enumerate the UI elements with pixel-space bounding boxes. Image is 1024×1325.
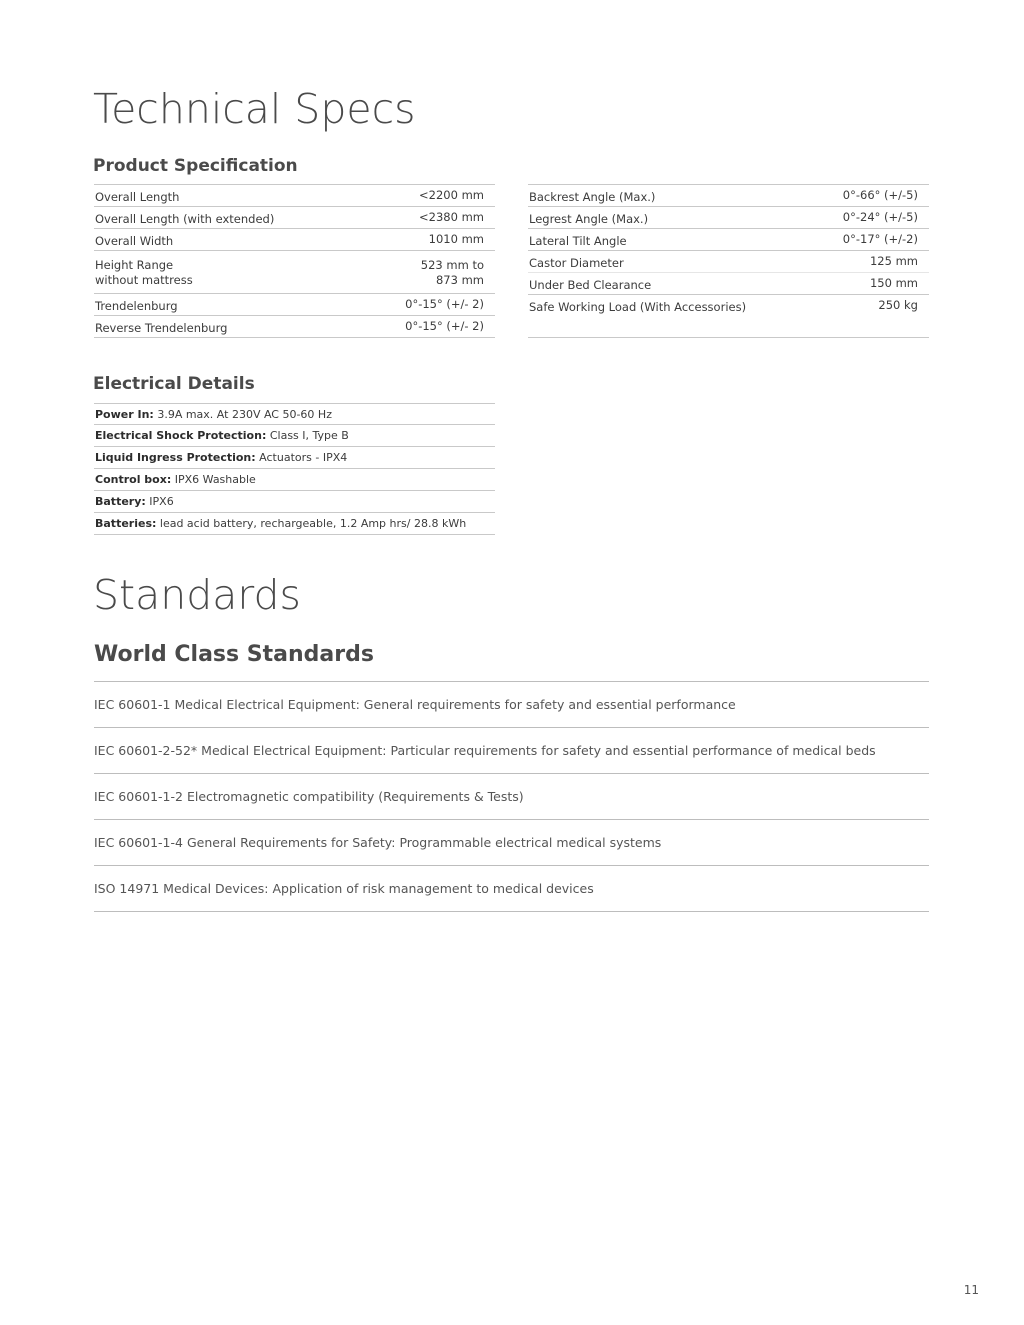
electrical-label: Control box:: [95, 473, 172, 486]
electrical-label: Power In:: [95, 408, 154, 421]
spec-value: 0°-17° (+/-2): [842, 232, 918, 246]
electrical-row: [94, 425, 495, 447]
electrical-row: [94, 513, 495, 535]
electrical-value: IPX6 Washable: [174, 473, 256, 486]
world-class-standards-heading: World Class Standards: [94, 642, 374, 667]
product-spec-table-right: [528, 184, 929, 338]
electrical-details-table: [94, 403, 495, 535]
spec-row: [528, 273, 929, 295]
spec-label: Overall Length: [95, 190, 180, 204]
spec-value: <2200 mm: [419, 188, 484, 202]
standard-item: IEC 60601-1 Medical Electrical Equipment: General requirements for safety and essential performance: [94, 682, 929, 728]
spec-label: Height Range without mattress: [95, 258, 193, 287]
electrical-row: [94, 491, 495, 513]
spec-value: 0°-24° (+/-5): [842, 210, 918, 224]
spec-value: 0°-66° (+/-5): [842, 188, 918, 202]
electrical-value: Class I, Type B: [269, 429, 349, 442]
spec-label: Lateral Tilt Angle: [529, 234, 627, 248]
standard-item: ISO 14971 Medical Devices: Application of risk management to medical devices: [94, 866, 929, 912]
spec-row: [528, 295, 929, 338]
spec-value: 125 mm: [869, 254, 918, 268]
spec-label: Safe Working Load (With Accessories): [529, 300, 747, 314]
electrical-value: IPX6: [149, 495, 174, 508]
standard-item: IEC 60601-1-2 Electromagnetic compatibility (Requirements & Tests): [94, 774, 929, 820]
electrical-label: Electrical Shock Protection:: [95, 429, 267, 442]
spec-value: 150 mm: [869, 276, 918, 290]
spec-row: [528, 251, 929, 273]
spec-row: [94, 185, 495, 207]
spec-label: Legrest Angle (Max.): [529, 212, 649, 226]
spec-value: 0°-15° (+/- 2): [405, 297, 484, 311]
spec-row: [528, 229, 929, 251]
spec-value: 0°-15° (+/- 2): [405, 319, 484, 333]
spec-label: Under Bed Clearance: [529, 278, 652, 292]
product-spec-table-left: [94, 184, 495, 338]
standard-item: IEC 60601-2-52* Medical Electrical Equipment: Particular requirements for safety and essential performance of medical beds: [94, 728, 929, 774]
spec-value: 523 mm to 873 mm: [420, 258, 484, 287]
electrical-label: Batteries:: [95, 517, 157, 530]
standards-title: Standards: [93, 571, 301, 619]
spec-row: [94, 294, 495, 316]
spec-row: [94, 229, 495, 251]
standards-list: [94, 681, 929, 912]
spec-row: [528, 185, 929, 207]
electrical-value: lead acid battery, rechargeable, 1.2 Amp hrs/ 28.8 kWh: [159, 517, 467, 530]
spec-label: Backrest Angle (Max.): [529, 190, 656, 204]
electrical-row: [94, 404, 495, 425]
electrical-label: Liquid Ingress Protection:: [95, 451, 256, 464]
spec-value: 1010 mm: [428, 232, 484, 246]
standard-item: IEC 60601-1-4 General Requirements for Safety: Programmable electrical medical systems: [94, 820, 929, 866]
spec-row: [528, 207, 929, 229]
electrical-value: 3.9A max. At 230V AC 50-60 Hz: [157, 408, 332, 421]
electrical-row: [94, 469, 495, 491]
spec-value: <2380 mm: [419, 210, 484, 224]
product-specification-heading: Product Specification: [93, 156, 298, 176]
electrical-label: Battery:: [95, 495, 146, 508]
spec-row: [94, 251, 495, 294]
spec-label: Reverse Trendelenburg: [95, 321, 228, 335]
spec-label: Trendelenburg: [95, 299, 178, 313]
spec-row: [94, 207, 495, 229]
technical-specs-title: Technical Specs: [93, 85, 416, 133]
electrical-value: Actuators - IPX4: [259, 451, 348, 464]
spec-label: Overall Width: [95, 234, 174, 248]
electrical-details-heading: Electrical Details: [93, 374, 255, 394]
spec-label: Castor Diameter: [529, 256, 624, 270]
spec-label: Overall Length (with extended): [95, 212, 275, 226]
spec-value: 250 kg: [878, 298, 918, 312]
electrical-row: [94, 447, 495, 469]
page-number: 11: [963, 1283, 979, 1297]
spec-row: [94, 316, 495, 338]
